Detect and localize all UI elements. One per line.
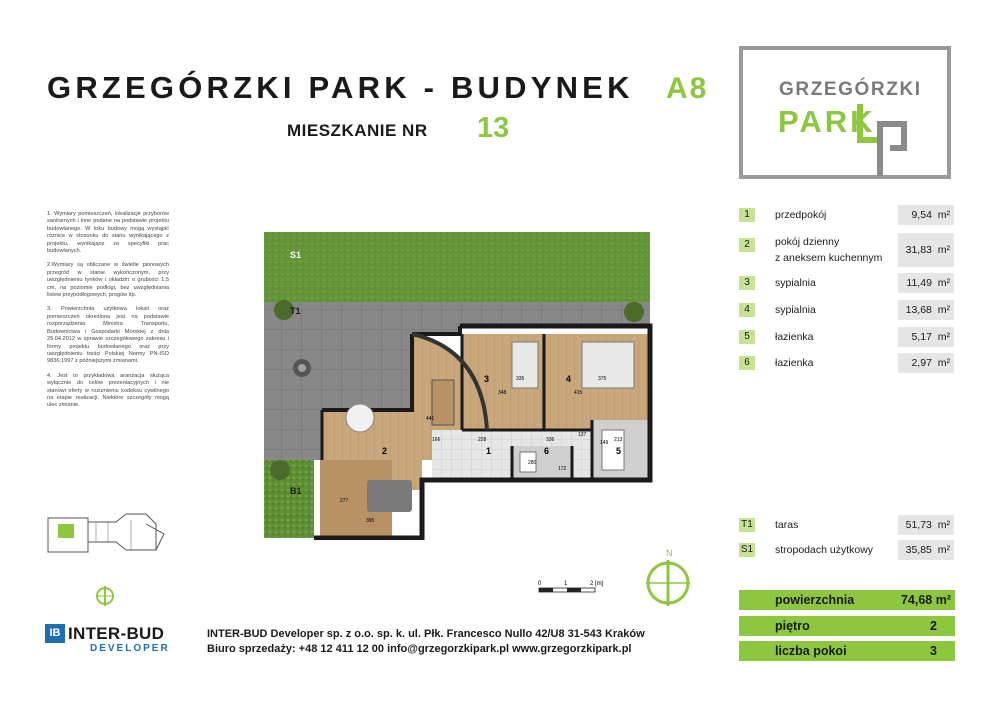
label-room-5: 5 (616, 446, 622, 456)
building-code: A8 (666, 72, 709, 105)
scale-0: 0 (538, 581, 542, 587)
room-number: 5 (739, 330, 755, 344)
brand-logo-line2: PARK (778, 104, 876, 139)
label-room-2: 2 (382, 446, 388, 456)
dim-277: 277 (340, 498, 349, 504)
label-b1: B1 (290, 486, 302, 496)
room-number: 1 (739, 208, 755, 222)
legal-notes (47, 211, 169, 417)
apartment-number: 13 (477, 112, 510, 144)
room-name-line2: z aneksem kuchennym (775, 252, 883, 264)
dim-415: 415 (574, 390, 583, 396)
room-area: 13,68 m² (898, 300, 954, 320)
summary-label: liczba pokoi (775, 644, 847, 658)
dim-166: 166 (432, 437, 441, 443)
summary-rooms (739, 641, 955, 661)
label-room-3: 3 (484, 374, 490, 384)
room-name: łazienka (775, 331, 814, 343)
room-area: 2,97 m² (898, 353, 954, 373)
summary-value: 74,68 m² (900, 593, 951, 607)
summary-label: piętro (775, 619, 810, 633)
north-compass-icon (645, 560, 691, 606)
apartment-subtitle: MIESZKANIE NR (287, 121, 428, 140)
brand-logo-mark (856, 104, 912, 180)
label-s1: S1 (290, 250, 302, 260)
room-name: przedpokój (775, 209, 827, 221)
note-3: 3. Powierzchnia użytkowa lokali oraz pomieszczeń określona jest na podstawie rozporządzenia Ministra Transportu, Budownictwa i Gospodarki Morskiej z dnia 25.04.2012 w sprawie szczegółowego zakresu i formy projektu budowlanego oraz przy uwzględnieniu treści Polskiej Normy PN-ISO 9836:1997 z późniejszymi zmianami. (47, 306, 169, 365)
label-room-4: 4 (566, 374, 572, 384)
room-number: 3 (739, 276, 755, 290)
room-name: sypialnia (775, 304, 816, 316)
brand-logo-line1: GRZEGÓRZKI (779, 79, 922, 100)
summary-label: powierzchnia (775, 593, 855, 607)
dim-280: 280 (528, 460, 537, 466)
room-name: łazienka (775, 357, 814, 369)
dim-335: 335 (516, 376, 525, 382)
room-name: pokój dzienny (775, 236, 840, 248)
room-area: 11,49 m² (898, 273, 954, 293)
room-area: 9,54 m² (898, 205, 954, 225)
north-label: N (666, 548, 673, 558)
dim-348: 348 (498, 390, 507, 396)
note-1: 1. Wymiary pomieszczeń, lokalizacje przyborów sanitarnych i inne podane na podstawie projektu budowlanego. W toku budowy mogą wystąpić różnice w stosunku do stanu wynikającego z projektu, wynikające ze specyfiki prac budowlanych. (47, 211, 169, 255)
label-room-1: 1 (486, 446, 492, 456)
scale-bar (532, 577, 612, 601)
outdoor-number: T1 (739, 518, 755, 532)
room-number: 2 (739, 238, 755, 252)
dim-228: 228 (478, 437, 487, 443)
summary-area (739, 590, 955, 610)
footer-address: INTER-BUD Developer sp. z o.o. sp. k. ul. Płk. Francesco Nullo 42/U8 31-543 Kraków (207, 628, 645, 640)
room-number: 4 (739, 303, 755, 317)
note-2: 2.Wymiary są obliczane w świetle pionowych przegród w stanie wykończonym, przy uwzględnieniu tynków i okładzin o grubości 1,5 cm, na poziomie podłogi, bez uwzględniania listew przypodłogowych, progów itp. (47, 262, 169, 299)
dim-375: 375 (598, 376, 607, 382)
outdoor-area: 51,73 m² (898, 515, 954, 535)
key-north-icon (95, 580, 115, 608)
dim-149: 149 (600, 440, 609, 446)
company-name: INTER-BUD (68, 624, 165, 643)
dim-213: 213 (614, 437, 623, 443)
dim-336: 336 (546, 437, 555, 443)
floor-plan (262, 230, 654, 540)
room-area: 5,17 m² (898, 327, 954, 347)
key-plan (46, 510, 171, 560)
company-subtitle: DEVELOPER (90, 643, 170, 654)
company-logo-icon: IB (45, 624, 65, 643)
dim-395: 395 (366, 518, 375, 524)
room-name: sypialnia (775, 277, 816, 289)
note-4: 4. Jest to przykładowa aranżacja służąca wyłącznie do celów prezentacyjnych i nie stanowi oferty w rozumieniu kodeksu cywilnego na etapie realizacji. Niektóre szczegóły mogą ulec zmianie. (47, 372, 169, 409)
outdoor-number: S1 (740, 544, 754, 555)
dim-137: 137 (578, 432, 587, 438)
summary-value: 3 (930, 644, 937, 658)
dim-441: 441 (426, 416, 435, 422)
summary-floor (739, 616, 955, 636)
footer-contact: Biuro sprzedaży: +48 12 411 12 00 info@grzegorzkipark.pl www.grzegorzkipark.pl (207, 643, 632, 655)
room-area: 31,83 m² (898, 233, 954, 267)
outdoor-name: stropodach użytkowy (775, 544, 874, 556)
room-number: 6 (739, 356, 755, 370)
scale-1: 1 (564, 581, 568, 587)
label-room-6: 6 (544, 446, 550, 456)
page-title: GRZEGÓRZKI PARK - BUDYNEK (47, 70, 634, 105)
outdoor-area: 35,85 m² (898, 540, 954, 560)
scale-2: 2 [m] (590, 581, 604, 587)
dim-172: 172 (558, 466, 567, 472)
summary-value: 2 (930, 619, 937, 633)
outdoor-name: taras (775, 519, 799, 531)
label-t1: T1 (290, 306, 301, 316)
